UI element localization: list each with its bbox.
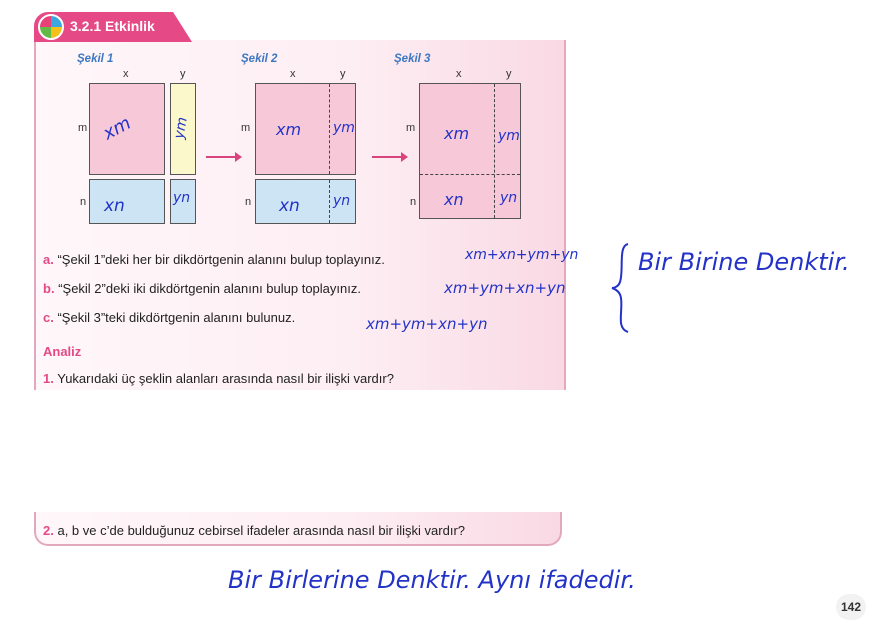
figure-3-hw-xm: xm (444, 124, 470, 143)
question-c-answer: xm+ym+xn+yn (366, 315, 488, 333)
question-b-answer: xm+ym+xn+yn (444, 279, 566, 297)
question-b-text: “Şekil 2”deki iki dikdörtgenin alanını bulup toplayınız. (58, 281, 361, 296)
figure-2-n-label: n (245, 196, 252, 208)
figure-1-rect-xn (89, 179, 165, 224)
figure-3-x-label: x (456, 68, 462, 80)
question-b-letter: b. (43, 281, 55, 296)
side-note: Bir Birine Denktir. (638, 248, 850, 276)
question-a (43, 252, 385, 267)
analysis-question-1 (43, 371, 394, 386)
figure-2-hw-yn: yn (333, 193, 351, 209)
figure-1-y-label: y (180, 68, 186, 80)
figure-2-y-label: y (340, 68, 346, 80)
analysis-question-1-num: 1. (43, 371, 54, 386)
figure-2-hw-ym: ym (333, 120, 355, 136)
figure-3-hw-xn: xn (444, 190, 464, 209)
figure-2-hw-xm: xm (276, 120, 302, 139)
figure-2-x-label: x (290, 68, 296, 80)
figure-1-hw-xm: xm (99, 112, 135, 145)
activity-logo-icon (38, 14, 64, 40)
figure-2-divider-top (329, 84, 330, 174)
figure-1-label: Şekil 1 (77, 53, 114, 65)
figure-3-divider-horizontal (420, 174, 520, 175)
question-a-answer: xm+xn+ym+yn (465, 247, 579, 263)
analysis-question-2-num: 2. (43, 523, 54, 538)
figure-1-x-label: x (123, 68, 129, 80)
activity-title: 3.2.1 Etkinlik (70, 18, 155, 34)
question-a-text: “Şekil 1”deki her bir dikdörtgenin alanını bulup toplayınız. (57, 252, 385, 267)
figure-1-hw-yn: yn (173, 190, 191, 206)
figure-2-divider-bottom (329, 180, 330, 223)
figure-2-label: Şekil 2 (241, 53, 278, 65)
figure-3-m-label: m (406, 122, 416, 134)
curly-brace-icon (610, 240, 640, 335)
figure-1-n-label: n (80, 196, 87, 208)
arrow-1-icon (206, 156, 236, 158)
question-c (43, 310, 295, 325)
figure-3-label: Şekil 3 (394, 53, 431, 65)
figure-1-hw-xn: xn (104, 196, 125, 216)
figure-2-m-label: m (241, 122, 251, 134)
figure-3-divider-vertical (494, 84, 495, 218)
figure-1-m-label: m (78, 122, 88, 134)
analysis-question-2-text: a, b ve c’de bulduğunuz cebirsel ifadeler arasında nasıl bir ilişki vardır? (57, 523, 466, 538)
figure-3-y-label: y (506, 68, 512, 80)
figure-1-hw-ym: ym (171, 115, 191, 141)
analysis-answer: Bir Birlerine Denktir. Aynı ifadedir. (228, 566, 636, 594)
question-b (43, 281, 361, 296)
figure-3-hw-yn: yn (500, 190, 518, 206)
figure-3-hw-ym: ym (498, 128, 520, 144)
page-number: 142 (836, 594, 866, 620)
question-c-letter: c. (43, 310, 54, 325)
arrow-2-icon (372, 156, 402, 158)
analysis-title: Analiz (43, 344, 82, 359)
analysis-question-2 (43, 523, 465, 538)
analysis-question-1-text: Yukarıdaki üç şeklin alanları arasında nasıl bir ilişki vardır? (57, 371, 394, 386)
question-a-letter: a. (43, 252, 54, 267)
figure-3-n-label: n (410, 196, 417, 208)
question-c-text: “Şekil 3”teki dikdörtgenin alanını bulunuz. (57, 310, 296, 325)
figure-2-hw-xn: xn (279, 196, 300, 216)
